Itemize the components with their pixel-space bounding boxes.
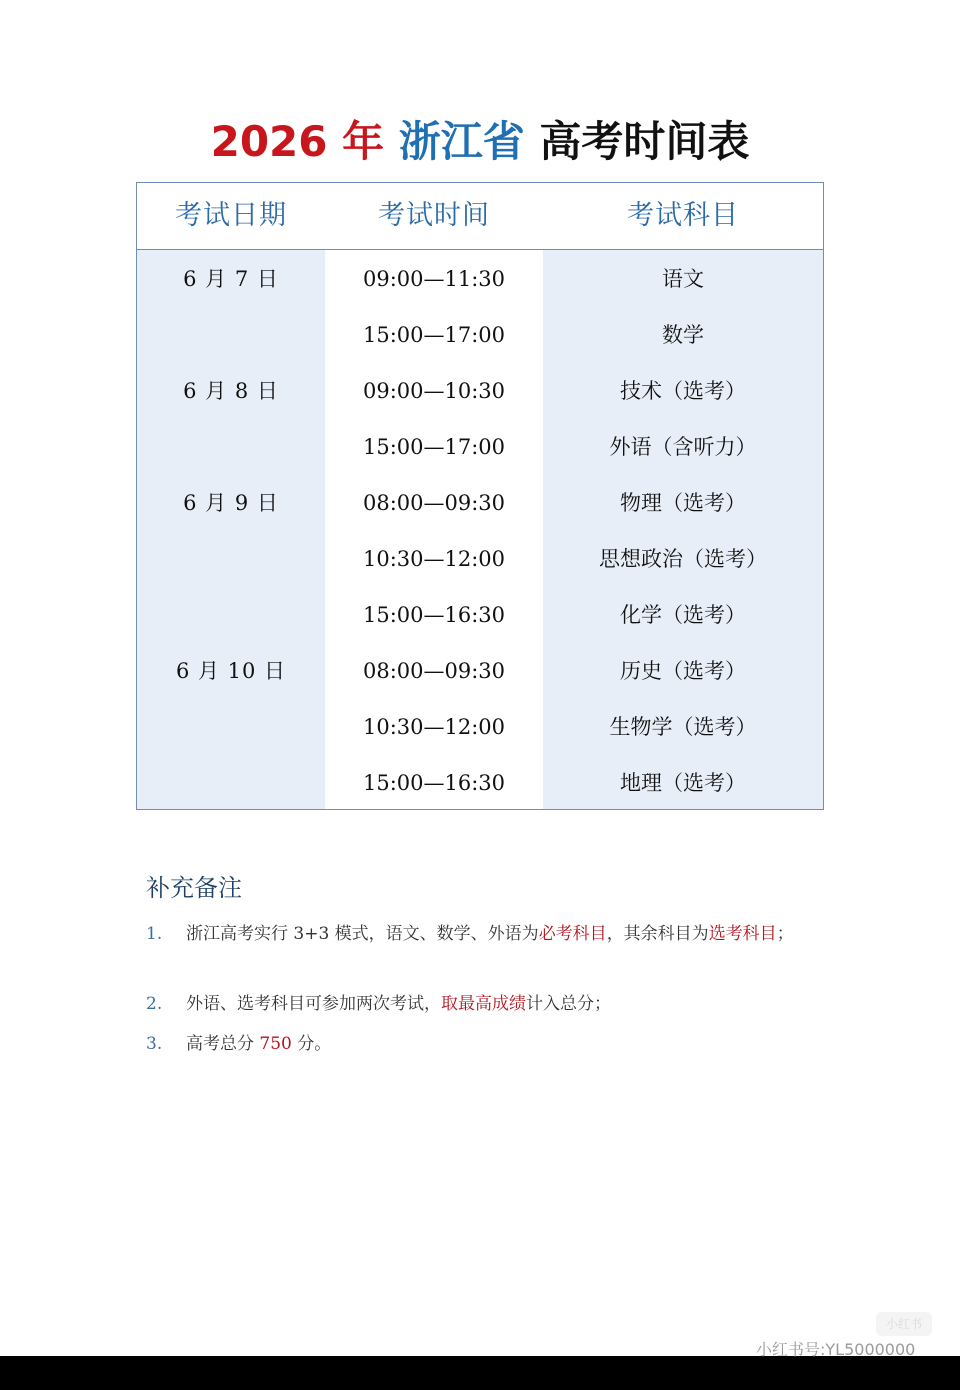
header-date: 考试日期 [175,200,287,231]
row-subject: 思想政治（选考） [599,547,767,571]
note-text: ； [776,924,794,944]
row-time: 15:00—16:30 [362,771,506,795]
note-item-3 [146,1030,816,1058]
note-text: 分。 [291,1034,332,1054]
note-text: 浙江高考实行 3+3 模式，语文、数学、外语为 [186,924,539,944]
row-date: 6 月 9 日 [183,491,279,515]
row-time: 09:00—10:30 [362,379,506,403]
row-time: 10:30—12:00 [362,547,506,571]
row-subject: 语文 [662,267,704,291]
title-province: 浙江省 [398,117,525,166]
note-number: 2. [146,994,163,1014]
page-title [0,110,960,174]
row-time: 08:00—09:30 [362,491,506,515]
row-time: 15:00—16:30 [362,603,506,627]
title-rest: 高考时间表 [539,117,750,166]
watermark-text: 小红书号:YL5000000 [756,1341,916,1359]
header-time: 考试时间 [378,200,490,231]
row-subject: 技术（选考） [620,379,746,403]
row-date: 6 月 7 日 [183,267,279,291]
row-subject: 地理（选考） [620,771,746,795]
row-subject: 外语（含听力） [609,435,757,459]
row-subject: 数学 [662,323,704,347]
note-number: 3. [146,1034,163,1054]
note-highlight: 必考科目 [538,924,607,944]
note-number: 1. [146,924,163,944]
exam-schedule-table [136,182,824,810]
header-subject: 考试科目 [627,200,739,231]
note-highlight: 取最高成绩 [441,994,526,1014]
note-item-1 [146,920,816,948]
row-date: 6 月 8 日 [183,379,279,403]
note-text: 外语、选考科目可参加两次考试， [186,994,441,1014]
row-subject: 历史（选考） [620,659,746,683]
row-time: 15:00—17:00 [362,435,506,459]
note-highlight: 750 [259,1034,292,1054]
row-time: 09:00—11:30 [362,267,506,291]
table-header [137,183,823,250]
notes-title: 补充备注 [146,874,242,902]
row-subject: 生物学（选考） [609,715,757,739]
row-time: 15:00—17:00 [362,323,506,347]
note-text: 高考总分 [186,1034,260,1054]
row-time: 08:00—09:30 [362,659,506,683]
row-subject: 物理（选考） [620,491,746,515]
bottom-bar [0,1356,960,1390]
note-text: 计入总分； [526,994,611,1014]
title-year: 2026 年 [210,117,385,166]
row-subject: 化学（选考） [620,603,746,627]
note-text: ，其余科目为 [606,924,709,944]
watermark-logo: 小红书 [876,1312,932,1336]
note-item-2 [146,990,816,1018]
row-date: 6 月 10 日 [175,659,287,683]
note-highlight: 选考科目 [708,924,777,944]
row-time: 10:30—12:00 [362,715,506,739]
